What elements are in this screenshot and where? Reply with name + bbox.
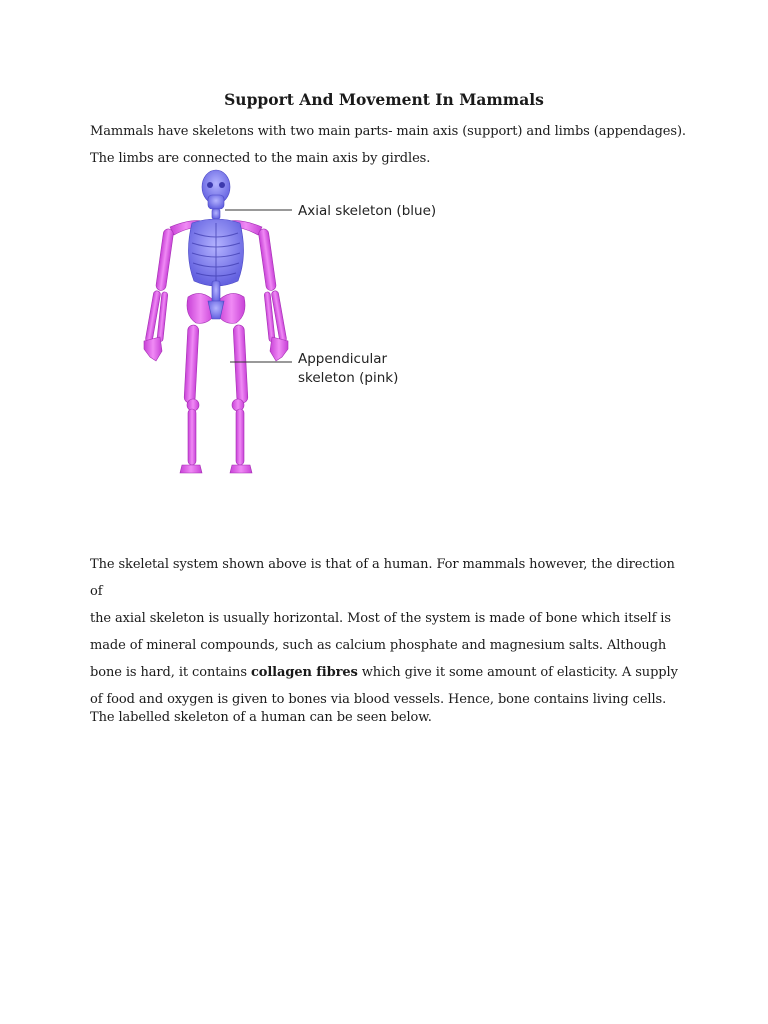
body-line-4-end: which give it some amount of elasticity. A supply [357,665,678,680]
body-line-2: the axial skeleton is usually horizontal. Most of the system is made of bone which itself is [90,611,671,626]
body-line-3: made of mineral compounds, such as calcium phosphate and magnesium salts. Although [90,638,667,653]
body-line-5: of food and oxygen is given to bones via blood vessels. Hence, bone contains living cells. [90,692,667,707]
intro-line-2: The limbs are connected to the main axis by girdles. [90,151,431,166]
body-paragraph [90,551,690,713]
appendicular-skeleton-label-2: skeleton (pink) [298,370,399,386]
intro-line-1: Mammals have skeletons with two main parts- main axis (support) and limbs (appendages). [90,124,686,139]
appendicular-skeleton-label-1: Appendicular [298,351,388,367]
closing-paragraph: The labelled skeleton of a human can be seen below. [90,710,432,725]
skeleton-figure [130,165,460,485]
body-line-4-start: bone is hard, it contains [90,665,251,680]
body-line-1: The skeletal system shown above is that of a human. For mammals however, the direction of [90,557,675,599]
collagen-fibres-term: collagen fibres [250,665,358,680]
page-title: Support And Movement In Mammals [224,90,544,109]
intro-paragraph [90,118,690,172]
axial-skeleton-label: Axial skeleton (blue) [298,203,437,219]
skeleton-illustration [130,165,460,485]
